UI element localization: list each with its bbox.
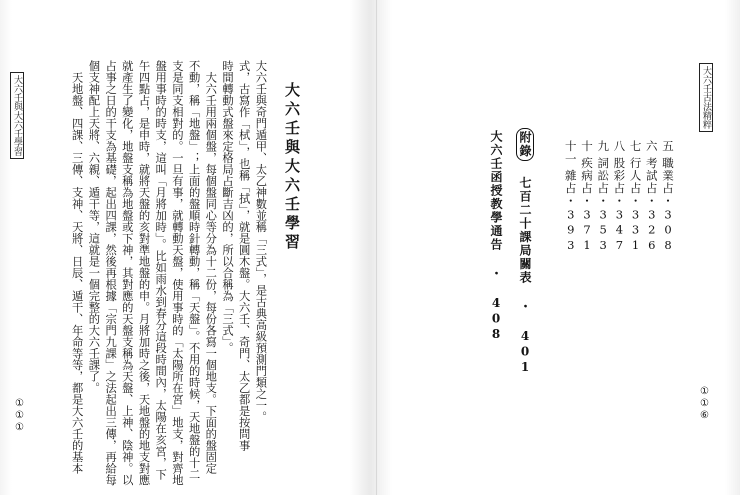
toc-entry-sep: ・ — [612, 194, 627, 208]
body-column: 盤用事時的時支，這叫「月將加時」。比如雨水到春分這段時間內，太陽在亥宮，下 — [154, 60, 168, 480]
toc-entry-label: 雜占 — [563, 169, 578, 195]
toc-entry-number: 十一 — [563, 140, 578, 166]
toc-entry-page: 353 — [596, 207, 611, 254]
toc-entry-page: 331 — [628, 207, 643, 254]
toc-entry[interactable] — [579, 140, 595, 253]
toc-entry-page: 371 — [580, 207, 594, 254]
toc-entry-number: 九 — [596, 140, 611, 153]
body-column: 個支神配上天將、六親、遁干等，這就是一個完整的大六壬課了。 — [87, 60, 101, 394]
toc-entry-sep: ・ — [661, 194, 675, 208]
body-column: 天地盤、四課、三傳、支神、天將、日辰、遁干、年命等等，都是大六壬的基本 — [70, 60, 84, 474]
body-column: 不動，稱「地盤」；上面的盤順時針轉動，稱「天盤」。不用的時候，天地盤的十二 — [187, 60, 201, 480]
toc-entry[interactable] — [628, 140, 644, 253]
body-column: 占事之日的干支為基礎，起出四課，然後再根據「宗門九課」之法起出三傳，再給每 — [104, 60, 118, 486]
appendix-label: 附錄 — [516, 128, 534, 161]
toc-entry-label: 行人占 — [628, 156, 643, 195]
toc-entry-label: 詞訟占 — [596, 156, 611, 195]
body-column: 就產生了變化，地盤支稱為地盤或下神，其對應的天盤支稱為天盤、上神、陰神。以 — [120, 60, 134, 486]
toc-entry[interactable] — [595, 140, 611, 253]
toc-entry-label: 股彩占 — [612, 156, 627, 195]
toc-entry-page: 347 — [612, 207, 627, 254]
left-running-head: 大六壬與大六壬學習 — [10, 72, 24, 159]
final-entry-label: 大六壬函授教學通告 — [489, 130, 503, 252]
right-folio: ①①⑥ — [699, 386, 710, 422]
toc-entry-page: 393 — [563, 207, 578, 254]
toc-entry-number: 五 — [661, 140, 675, 153]
toc-entry-sep: ・ — [596, 194, 611, 208]
toc-entry-label: 考試占 — [644, 156, 659, 195]
toc-entry-sep: ・ — [644, 194, 659, 208]
toc-entry-number: 六 — [644, 140, 659, 153]
body-column: 大六壬與奇門遁甲、太乙神數並稱「三式」，是古典高級預測門類之一。 — [254, 60, 268, 423]
toc-entry-number: 八 — [612, 140, 627, 153]
toc-entry[interactable] — [563, 140, 579, 253]
final-entry-sep: ・ — [489, 267, 503, 281]
left-folio: ①①① — [14, 398, 25, 434]
toc-entry[interactable] — [660, 140, 676, 253]
body-column: 午四點占，是申時，就將天盤的亥對準地盤的申。月將加時之後，天地盤的地支對應 — [137, 60, 151, 486]
toc-entry-page: 326 — [644, 207, 659, 254]
body-column: 時間轉動式盤來定格局占斷吉凶的，所以合稱為「三式」。 — [221, 60, 234, 354]
toc-entry[interactable] — [644, 140, 660, 253]
appendix-entry[interactable] — [516, 128, 534, 376]
toc-entry-number: 十 — [580, 140, 594, 153]
toc-entry-sep: ・ — [628, 194, 643, 208]
body-column: 大六壬用兩個盤，每個盤同心等分為十二份，每份各寫一個地支。下面的盤固定 — [204, 60, 218, 474]
final-entry-page: 408 — [489, 296, 503, 343]
gutter-line — [376, 0, 377, 495]
appendix-entry-sep: ・ — [518, 300, 532, 314]
page-title: 大六壬與大六壬學習 — [283, 82, 301, 253]
toc-entry-page: 308 — [661, 207, 675, 254]
final-entry[interactable] — [488, 130, 504, 343]
toc-entry-sep: ・ — [563, 194, 578, 208]
toc-entry[interactable] — [611, 140, 627, 253]
right-running-head: 大六壬古法精粹 — [699, 63, 713, 132]
toc-entry-label: 職業占 — [661, 156, 675, 195]
toc-entry-label: 疾病占 — [580, 156, 594, 195]
toc-entry-number: 七 — [628, 140, 643, 153]
body-column: 式，古寫作「栻」，也稱「拭」，就是圓木盤。大六壬、奇門、太乙都是按問事 — [237, 60, 251, 452]
toc-entry-sep: ・ — [580, 194, 594, 208]
appendix-entry-page: 401 — [518, 329, 532, 376]
body-column: 支是同支相對的。一旦有事，就轉動天盤，使用事時的「太陽所在宮」地支，對齊地 — [170, 60, 184, 486]
appendix-entry-label: 七百二十課局關表 — [518, 176, 532, 285]
